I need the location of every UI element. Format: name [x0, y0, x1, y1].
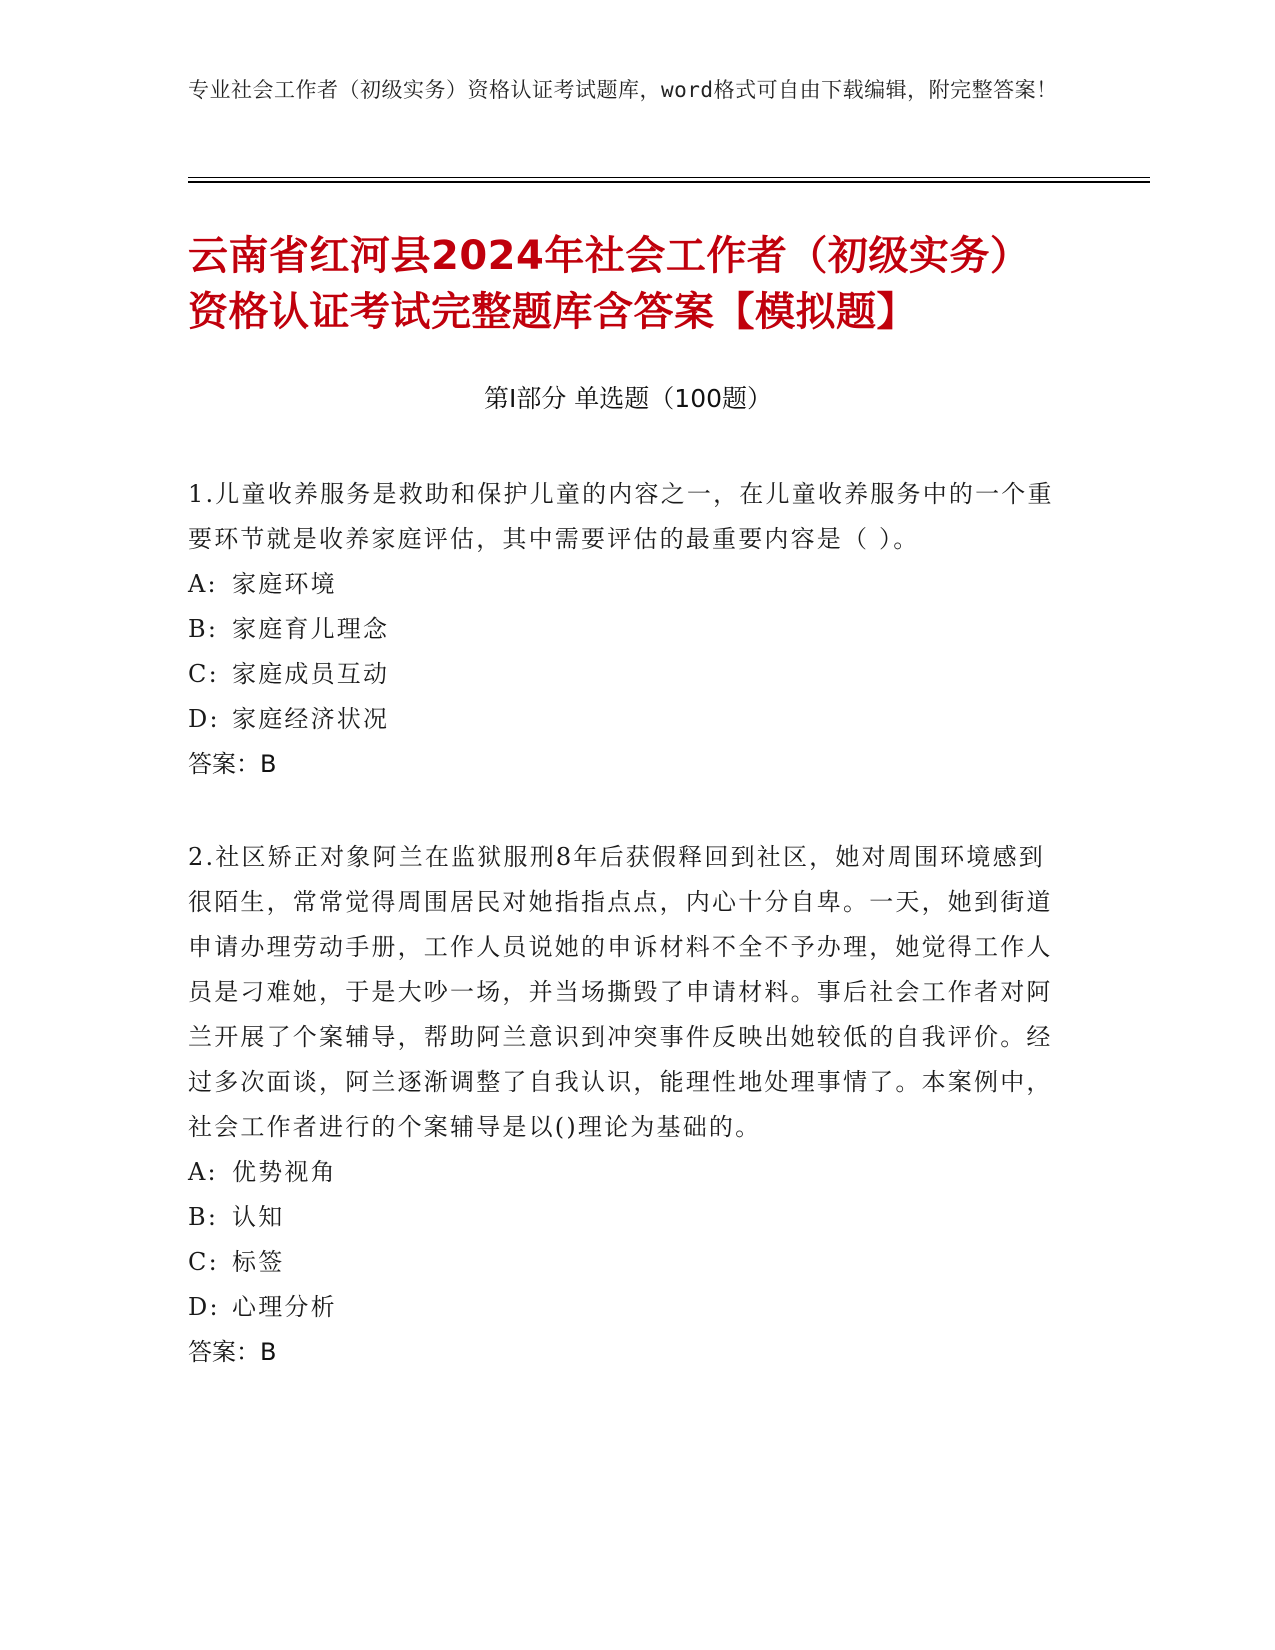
- option-key: C:: [188, 660, 219, 688]
- option-text: 标签: [232, 1248, 285, 1276]
- header-divider-thick: [188, 181, 1150, 183]
- answer-line: 答案：B: [188, 750, 277, 778]
- option-key: B:: [188, 615, 219, 643]
- document-title: 云南省红河县2024年社会工作者（初级实务）资格认证考试完整题库含答案【模拟题】: [188, 233, 1031, 335]
- option-key: B:: [188, 1203, 219, 1231]
- question-2: [188, 835, 1068, 1375]
- section-title: 第I部分 单选题（100题）: [483, 384, 773, 413]
- option-key: C:: [188, 1248, 219, 1276]
- option-b: [188, 1195, 1068, 1240]
- option-text: 心理分析: [232, 1293, 337, 1321]
- option-d: [188, 697, 1068, 742]
- option-text: 认知: [232, 1203, 285, 1231]
- header-note: 专业社会工作者（初级实务）资格认证考试题库，word格式可自由下载编辑，附完整答案！: [188, 78, 1058, 102]
- option-text: 家庭成员互动: [232, 660, 390, 688]
- option-text: 家庭育儿理念: [232, 615, 390, 643]
- question-stem: 2.社区矫正对象阿兰在监狱服刑8年后获假释回到社区，她对周围环境感到很陌生，常常觉得周围居民对她指指点点，内心十分自卑。一天，她到街道申请办理劳动手册，工作人员说她的申诉材料不全不予办理，她觉得工作人员是刁难她，于是大吵一场，并当场撕毁了申请材料。事后社会工作者对阿兰开展了个案辅导，帮助阿兰意识到冲突事件反映出她较低的自我评价。经过多次面谈，阿兰逐渐调整了自我认识，能理性地处理事情了。本案例中，社会工作者进行的个案辅导是以()理论为基础的。: [188, 843, 1053, 1141]
- option-a: [188, 562, 1068, 607]
- question-stem: 1.儿童收养服务是救助和保护儿童的内容之一，在儿童收养服务中的一个重要环节就是收养家庭评估，其中需要评估的最重要内容是（ ）。: [188, 480, 1054, 553]
- option-b: [188, 607, 1068, 652]
- option-a: [188, 1150, 1068, 1195]
- question-list: [188, 472, 1068, 1423]
- option-key: A:: [188, 1158, 218, 1186]
- option-key: D:: [188, 705, 220, 733]
- option-text: 优势视角: [232, 1158, 337, 1186]
- header-divider-thin: [188, 177, 1150, 178]
- option-key: A:: [188, 570, 218, 598]
- question-1: [188, 472, 1068, 787]
- option-c: [188, 1240, 1068, 1285]
- option-c: [188, 652, 1068, 697]
- option-d: [188, 1285, 1068, 1330]
- option-key: D:: [188, 1293, 220, 1321]
- option-text: 家庭经济状况: [232, 705, 390, 733]
- option-text: 家庭环境: [232, 570, 337, 598]
- answer-line: 答案：B: [188, 1338, 277, 1366]
